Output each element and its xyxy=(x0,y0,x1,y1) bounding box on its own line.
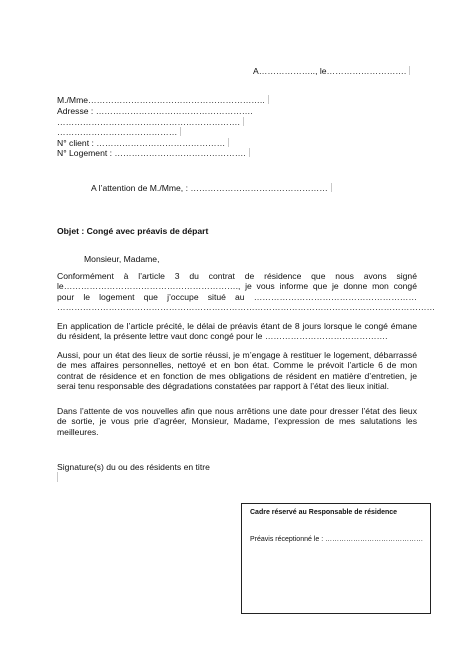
text-cursor xyxy=(57,472,58,482)
addressee-address-2 xyxy=(57,117,244,127)
logement-number xyxy=(57,148,250,158)
reserved-box-title: Cadre réservé au Responsable de résidence xyxy=(250,509,398,516)
text-cursor xyxy=(228,138,229,147)
signature-text: Signature(s) du ou des résidents en titre xyxy=(57,462,210,472)
place-date-text: A……………….., le………………………. xyxy=(253,66,407,76)
text-cursor xyxy=(243,117,244,126)
logement-number-text: N° Logement : ………………………………………. xyxy=(57,148,246,158)
object-line: Objet : Congé avec préavis de départ xyxy=(57,226,209,236)
addressee-address-1 xyxy=(57,106,253,116)
addressee-name xyxy=(57,95,269,105)
attention-text: A l’attention de M./Mme, : ………………………………………… xyxy=(91,183,328,193)
text-cursor xyxy=(249,148,250,157)
addressee-name-text: M./Mme…………………………………………………….. xyxy=(57,95,265,105)
client-number xyxy=(57,138,229,148)
reserved-box-received: Préavis réceptionné le : …………………………………… xyxy=(250,536,424,543)
address-3-text: …………………………………… xyxy=(57,127,178,137)
paragraph-application: En application de l’article précité, le délai de préavis étant de 8 jours lorsque le congé émane du résident, la présente lettre vaut donc congé pour le ……………………………………. xyxy=(57,321,417,342)
paragraph-closing: Dans l’attente de vos nouvelles afin que nous arrêtions une date pour dresser l’état des lieux de sortie, je vous prie d’agréer, Monsieur, Madame, l’expression de mes salutations les meilleures. xyxy=(57,406,417,437)
client-number-text: N° client : ……………………………………… xyxy=(57,138,226,148)
place-date-line xyxy=(253,66,410,76)
salutation: Monsieur, Madame, xyxy=(84,254,160,264)
text-cursor xyxy=(409,66,410,75)
text-cursor xyxy=(331,183,332,192)
address-1-text: Adresse : ………………………………………………. xyxy=(57,106,253,116)
paragraph-etat-des-lieux: Aussi, pour un état des lieux de sortie réussi, je m’engage à restituer le logement, débarrassé de mes affaires personnelles, nettoyé et en bon état. Comme le prévoit l’article 6 de mon contrat de résidence et en fonction de mes obligations de résident en matière d’entretien, je serai tenu responsable des dégradations constatées par rapport à l’état des lieux initial. xyxy=(57,350,417,392)
address-2-text: ………………………………………………………. xyxy=(57,117,240,127)
signature-line xyxy=(57,462,210,472)
attention-line xyxy=(91,183,332,193)
reserved-box xyxy=(241,503,431,614)
text-cursor xyxy=(180,127,181,136)
text-cursor xyxy=(268,95,269,104)
paragraph-conformement: Conformément à l’article 3 du contrat de résidence que nous avons signé le……………………………………………………., je vous informe que je donne mon congé pour le logement que j’occupe situé au ………………………………………………… …………………………………………………………………………………………………………………… xyxy=(57,271,436,313)
addressee-address-3 xyxy=(57,127,181,137)
